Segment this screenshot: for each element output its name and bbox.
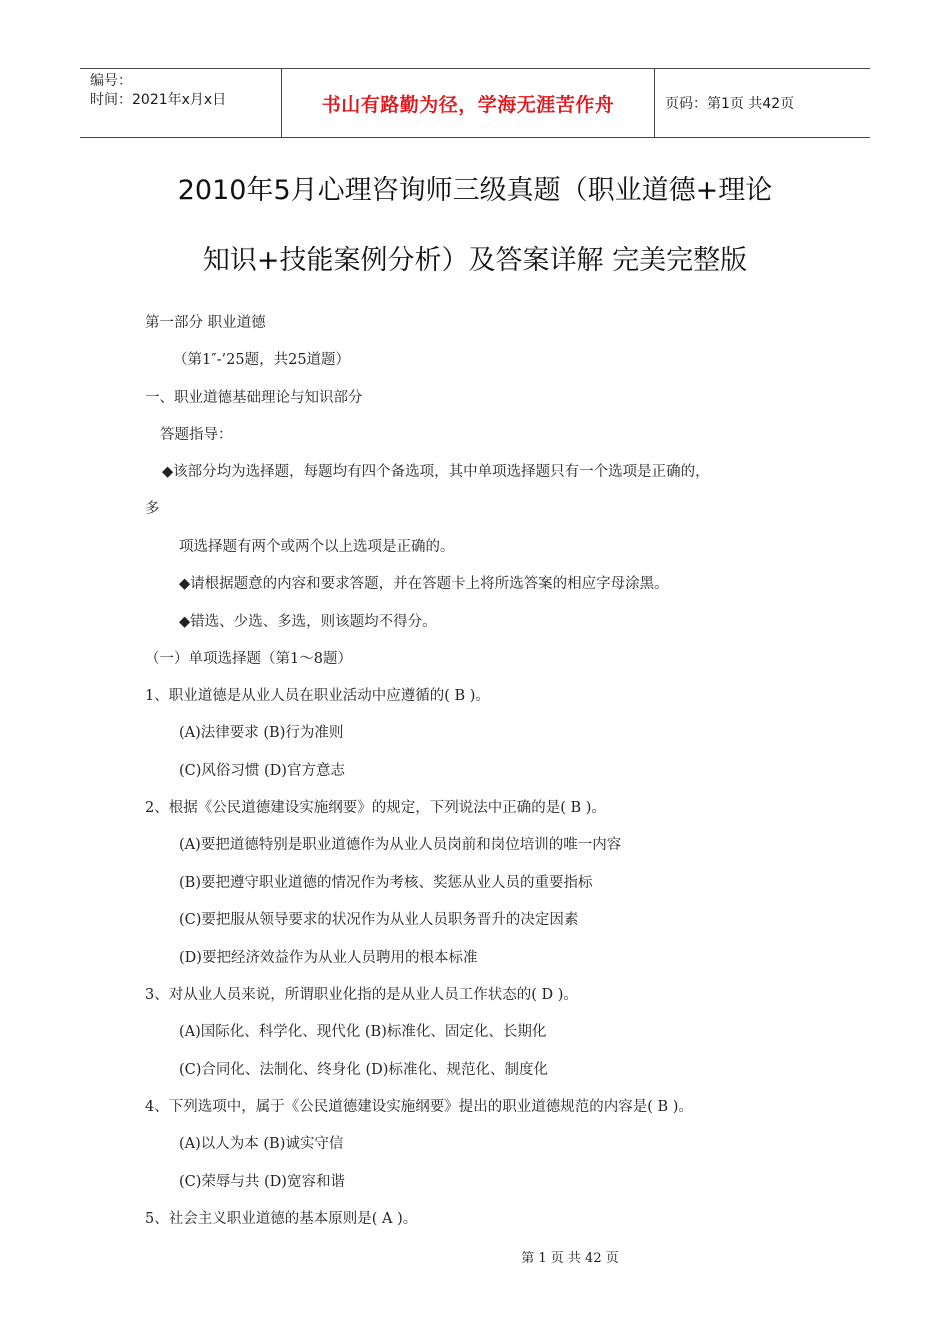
body-line: ◆请根据题意的内容和要求答题，并在答题卡上将所选答案的相应字母涂黑。: [179, 576, 669, 592]
body-line: 项选择题有两个或两个以上选项是正确的。: [179, 539, 455, 555]
page-footer: 第 1 页 共 42 页: [521, 1251, 619, 1266]
body-line: 2、根据《公民道德建设实施纲要》的规定，下列说法中正确的是( B )。: [145, 800, 606, 816]
body-line: (C)风俗习惯 (D)官方意志: [179, 763, 345, 779]
body-line: (B)要把遵守职业道德的情况作为考核、奖惩从业人员的重要指标: [179, 875, 593, 891]
body-line: 4、下列选项中，属于《公民道德建设实施纲要》提出的职业道德规范的内容是( B )。: [145, 1099, 693, 1115]
document-title-line-2: 知识+技能案例分析）及答案详解 完美完整版: [202, 245, 748, 276]
body-line: (D)要把经济效益作为从业人员聘用的根本标准: [179, 950, 478, 966]
body-line: (C)合同化、法制化、终身化 (D)标准化、规范化、制度化: [179, 1062, 548, 1078]
body-line: 第一部分 职业道德: [145, 315, 266, 331]
motto: 书山有路勤为径，学海无涯苦作舟: [321, 93, 615, 116]
header-meta: [80, 69, 282, 137]
body-line: (A)以人为本 (B)诚实守信: [179, 1136, 344, 1152]
body-line: (C)要把服从领导要求的状况作为从业人员职务晋升的决定因素: [179, 912, 579, 928]
body-line: (C)荣辱与共 (D)宽容和谐: [179, 1174, 345, 1190]
body-line: （第1″-’25题，共25道题）: [173, 352, 351, 368]
body-line: (A)要把道德特别是职业道德作为从业人员岗前和岗位培训的唯一内容: [179, 837, 622, 853]
number-label: 编号：: [90, 73, 132, 89]
body-line: (A)国际化、科学化、现代化 (B)标准化、固定化、长期化: [179, 1024, 547, 1040]
body-line: (A)法律要求 (B)行为准则: [179, 725, 344, 741]
body-line: ◆错选、少选、多选，则该题均不得分。: [179, 614, 437, 630]
body-line: 5、社会主义职业道德的基本原则是( A )。: [145, 1211, 418, 1227]
header-motto-cell: [282, 69, 655, 137]
page-info: 页码：第1页 共42页: [665, 96, 795, 112]
body-line: 3、对从业人员来说，所谓职业化指的是从业人员工作状态的( D )。: [145, 987, 578, 1003]
body-line: ◆该部分均为选择题，每题均有四个备选项，其中单项选择题只有一个选项是正确的，: [162, 464, 710, 480]
time-label: 时间：2021年x月x日: [90, 92, 227, 108]
body-line: 多: [145, 501, 160, 517]
body-line: 答题指导：: [160, 427, 233, 443]
document-title-line-1: 2010年5月心理咨询师三级真题（职业道德+理论: [177, 175, 773, 206]
body-line: （一）单项选择题（第1～8题）: [145, 651, 352, 667]
page-header: [80, 68, 870, 138]
body-line: 1、职业道德是从业人员在职业活动中应遵循的( B )。: [145, 688, 490, 704]
body-line: 一、职业道德基础理论与知识部分: [145, 390, 363, 406]
